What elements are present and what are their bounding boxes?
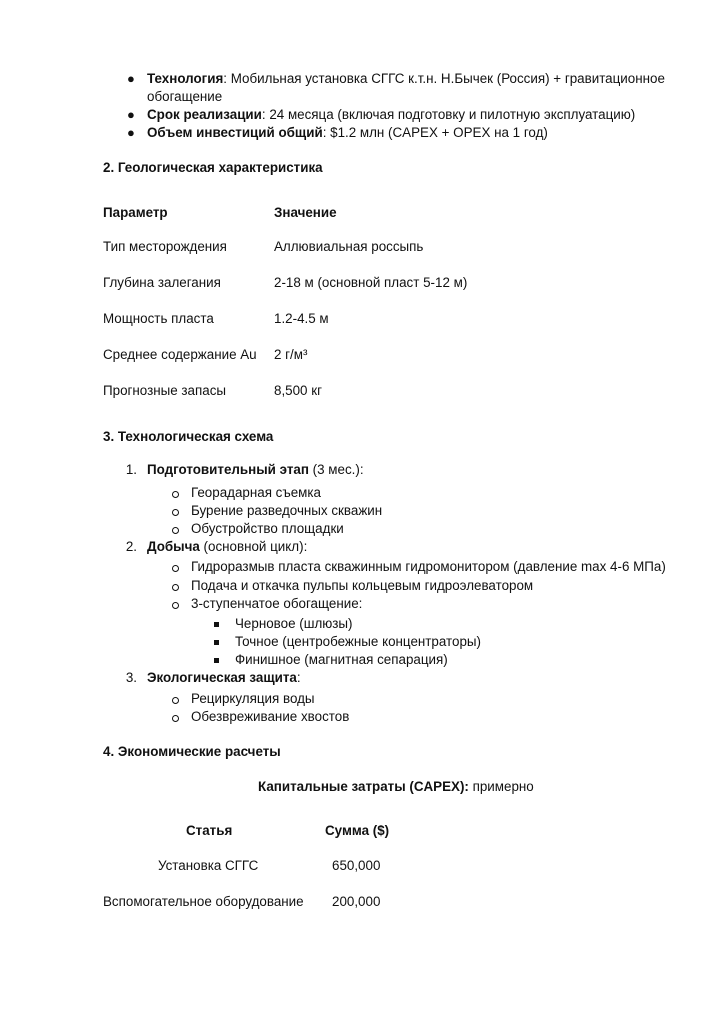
bullet-text: : 24 месяца (включая подготовку и пилотную эксплуатацию): [261, 107, 636, 122]
bullet-technology: [147, 70, 665, 88]
section-heading-geology: 2. Геологическая характеристика: [103, 160, 323, 175]
bullet-term: [147, 106, 635, 124]
list-item: 3-ступенчатое обогащение:: [191, 596, 363, 611]
circle-bullet-icon: [172, 565, 179, 572]
capex-header-amount: Сумма ($): [325, 823, 390, 838]
table-cell-value: 1.2-4.5 м: [274, 311, 329, 326]
bullet-icon: ●: [127, 125, 135, 140]
circle-bullet-icon: [172, 602, 179, 609]
table-cell-param: Тип месторождения: [103, 239, 227, 254]
section-heading-tech: 3. Технологическая схема: [103, 429, 274, 444]
capex-header-item: Статья: [186, 823, 233, 838]
circle-bullet-icon: [172, 527, 179, 534]
bullet-label: Объем инвестиций общий: [147, 125, 323, 140]
list-item: Гидроразмыв пласта скважинным гидромонитором (давление max 4-6 МПа): [191, 559, 666, 574]
table-cell-value: 2 г/м³: [274, 347, 308, 362]
step-number: 1.: [125, 462, 137, 477]
capex-cell-item: Установка СГГС: [158, 858, 259, 873]
capex-title: Капитальные затраты (CAPEX):: [258, 779, 469, 794]
circle-bullet-icon: [172, 584, 179, 591]
step-number: 2.: [125, 539, 137, 554]
table-cell-value: 2-18 м (основной пласт 5-12 м): [274, 275, 468, 290]
table-header-value: Значение: [274, 205, 337, 220]
section-heading-economics: 4. Экономические расчеты: [103, 744, 281, 759]
capex-cell-item: Вспомогательное оборудование: [103, 894, 304, 909]
table-cell-value: Аллювиальная россыпь: [274, 239, 424, 254]
step-title-mining: Добыча (основной цикл):: [147, 539, 308, 554]
table-header-param: Параметр: [103, 205, 168, 220]
sub-list-item: Финишное (магнитная сепарация): [235, 652, 448, 667]
list-item: Обустройство площадки: [191, 521, 344, 536]
capex-cell-amount: 200,000: [332, 894, 381, 909]
step-number: 3.: [125, 670, 137, 685]
sub-list-item: Точное (центробежные концентраторы): [235, 634, 481, 649]
square-bullet-icon: [214, 622, 219, 627]
circle-bullet-icon: [172, 491, 179, 498]
list-item: Рециркуляция воды: [191, 691, 315, 706]
step-title-eco: Экологическая защита:: [147, 670, 301, 685]
circle-bullet-icon: [172, 509, 179, 516]
bullet-icon: ●: [127, 107, 135, 122]
table-cell-param: Среднее содержание Au: [103, 347, 257, 362]
circle-bullet-icon: [172, 715, 179, 722]
table-cell-value: 8,500 кг: [274, 383, 322, 398]
list-item: Обезвреживание хвостов: [191, 709, 350, 724]
table-cell-param: Глубина залегания: [103, 275, 221, 290]
bullet-icon: ●: [127, 71, 135, 86]
capex-suffix: примерно: [468, 779, 534, 794]
capex-cell-amount: 650,000: [332, 858, 381, 873]
table-cell-param: Мощность пласта: [103, 311, 214, 326]
bullet-text: : $1.2 млн (CAPEX + OPEX на 1 год): [322, 125, 548, 140]
square-bullet-icon: [214, 640, 219, 645]
capex-caption: [258, 778, 534, 796]
sub-list-item: Черновое (шлюзы): [235, 616, 353, 631]
bullet-technology-cont: обогащение: [147, 89, 223, 104]
list-item: Георадарная съемка: [191, 485, 321, 500]
list-item: Бурение разведочных скважин: [191, 503, 383, 518]
step-title-prep: Подготовительный этап (3 мес.):: [147, 462, 364, 477]
table-cell-param: Прогнозные запасы: [103, 383, 227, 398]
list-item: Подача и откачка пульпы кольцевым гидроэлеватором: [191, 578, 534, 593]
square-bullet-icon: [214, 658, 219, 663]
circle-bullet-icon: [172, 697, 179, 704]
bullet-investment: [147, 124, 548, 142]
bullet-label: Технология: [147, 71, 224, 86]
bullet-text: : Мобильная установка СГГС к.т.н. Н.Бычек (Россия) + гравитационное: [223, 71, 665, 86]
bullet-label: Срок реализации: [147, 107, 262, 122]
